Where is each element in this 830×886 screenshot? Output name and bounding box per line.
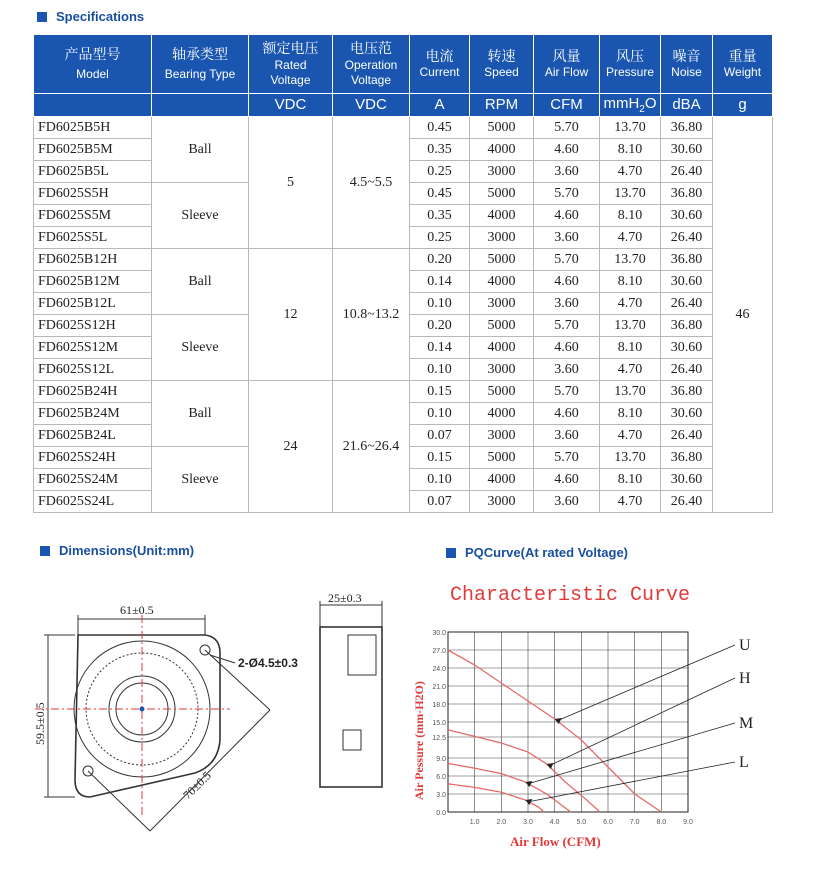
pressure-cell: 8.10 <box>600 337 661 359</box>
current-cell: 0.10 <box>410 469 470 491</box>
leader-arrow-h <box>547 763 554 769</box>
pressure-cell: 8.10 <box>600 205 661 227</box>
pressure-cell: 13.70 <box>600 381 661 403</box>
noise-cell: 30.60 <box>661 337 713 359</box>
flow-cell: 4.60 <box>534 205 600 227</box>
x-tick-label: 7.0 <box>629 819 640 826</box>
y-tick-label: 30.0 <box>432 630 446 637</box>
speed-cell: 5000 <box>470 117 534 139</box>
bearing-cell: Sleeve <box>152 183 249 249</box>
pressure-cell: 4.70 <box>600 293 661 315</box>
noise-cell: 30.60 <box>661 205 713 227</box>
y-tick-label: 21.0 <box>432 684 446 691</box>
speed-cell: 5000 <box>470 315 534 337</box>
plot-area <box>432 630 753 826</box>
fan-front-outline <box>75 635 220 797</box>
pressure-cell: 13.70 <box>600 117 661 139</box>
pq-curve-heading <box>446 545 628 560</box>
unit-current: A <box>410 94 470 117</box>
bearing-cell: Ball <box>152 381 249 447</box>
x-tick-label: 5.0 <box>576 819 587 826</box>
y-tick-label: 24.0 <box>432 666 446 673</box>
flow-cell: 3.60 <box>534 491 600 513</box>
model-cell: FD6025S12M <box>34 337 152 359</box>
current-cell: 0.14 <box>410 337 470 359</box>
noise-cell: 36.80 <box>661 315 713 337</box>
current-cell: 0.10 <box>410 293 470 315</box>
leader-arrow-l <box>525 799 532 805</box>
bullet-square-icon <box>446 548 456 558</box>
operation-voltage-cell: 10.8~13.2 <box>333 249 410 381</box>
pressure-cell: 13.70 <box>600 447 661 469</box>
model-cell: FD6025B5L <box>34 161 152 183</box>
header-speed: 转速 Speed <box>470 35 534 94</box>
pq-curve-chart <box>405 570 795 860</box>
x-tick-label: 1.0 <box>469 819 480 826</box>
dim-holes-label: 2-Ø4.5±0.3 <box>238 656 298 670</box>
y-tick-label: 9.0 <box>436 756 446 763</box>
current-cell: 0.45 <box>410 183 470 205</box>
series-line-l <box>448 784 544 812</box>
flow-cell: 5.70 <box>534 249 600 271</box>
model-cell: FD6025S24M <box>34 469 152 491</box>
dim-thickness-label: 25±0.3 <box>328 591 362 605</box>
rated-voltage-cell: 5 <box>249 117 333 249</box>
flow-cell: 5.70 <box>534 447 600 469</box>
chart-title: Characteristic Curve <box>450 584 691 607</box>
flow-cell: 3.60 <box>534 161 600 183</box>
pressure-cell: 13.70 <box>600 249 661 271</box>
noise-cell: 36.80 <box>661 183 713 205</box>
flow-cell: 5.70 <box>534 183 600 205</box>
current-cell: 0.14 <box>410 271 470 293</box>
speed-cell: 4000 <box>470 271 534 293</box>
model-cell: FD6025B5M <box>34 139 152 161</box>
bearing-cell: Ball <box>152 117 249 183</box>
speed-cell: 5000 <box>470 249 534 271</box>
flow-cell: 3.60 <box>534 359 600 381</box>
header-operation-voltage: 电压范 Operation Voltage <box>333 35 410 94</box>
pressure-cell: 8.10 <box>600 469 661 491</box>
header-pressure: 风压 Pressure <box>600 35 661 94</box>
rated-voltage-cell: 24 <box>249 381 333 513</box>
speed-cell: 5000 <box>470 447 534 469</box>
speed-cell: 5000 <box>470 183 534 205</box>
speed-cell: 3000 <box>470 491 534 513</box>
model-cell: FD6025S24L <box>34 491 152 513</box>
speed-cell: 4000 <box>470 205 534 227</box>
y-tick-label: 15.0 <box>432 720 446 727</box>
flow-cell: 4.60 <box>534 337 600 359</box>
model-cell: FD6025B24L <box>34 425 152 447</box>
flow-cell: 5.70 <box>534 381 600 403</box>
y-tick-label: 0.0 <box>436 810 446 817</box>
speed-cell: 4000 <box>470 469 534 491</box>
model-cell: FD6025S12H <box>34 315 152 337</box>
series-label-u: U <box>739 637 751 654</box>
noise-cell: 26.40 <box>661 161 713 183</box>
x-tick-label: 4.0 <box>549 819 560 826</box>
current-cell: 0.10 <box>410 403 470 425</box>
pressure-cell: 4.70 <box>600 161 661 183</box>
unit-air-flow: CFM <box>534 94 600 117</box>
header-weight: 重量 Weight <box>713 35 773 94</box>
speed-cell: 3000 <box>470 293 534 315</box>
noise-cell: 36.80 <box>661 447 713 469</box>
dim-diagonal-label: 70±0.5 <box>180 768 214 803</box>
model-cell: FD6025S12L <box>34 359 152 381</box>
fan-side-outline <box>320 627 382 787</box>
unit-pressure: mmH$_2$O <box>600 94 661 117</box>
pressure-cell: 4.70 <box>600 227 661 249</box>
bearing-cell: Sleeve <box>152 315 249 381</box>
pressure-cell: 13.70 <box>600 183 661 205</box>
specifications-heading <box>37 9 144 24</box>
leader-line-m <box>527 723 735 784</box>
speed-cell: 3000 <box>470 359 534 381</box>
units-row <box>34 94 773 117</box>
current-cell: 0.35 <box>410 139 470 161</box>
noise-cell: 26.40 <box>661 359 713 381</box>
noise-cell: 36.80 <box>661 381 713 403</box>
noise-cell: 30.60 <box>661 403 713 425</box>
x-tick-label: 9.0 <box>683 819 693 826</box>
pressure-cell: 4.70 <box>600 425 661 447</box>
flow-cell: 5.70 <box>534 315 600 337</box>
x-axis-label: Air Flow (CFM) <box>510 834 601 849</box>
noise-cell: 36.80 <box>661 249 713 271</box>
model-cell: FD6025B24H <box>34 381 152 403</box>
x-tick-label: 6.0 <box>603 819 613 826</box>
specifications-table <box>33 34 773 513</box>
model-cell: FD6025S24H <box>34 447 152 469</box>
current-cell: 0.25 <box>410 161 470 183</box>
y-tick-label: 12.5 <box>432 735 446 742</box>
operation-voltage-cell: 21.6~26.4 <box>333 381 410 513</box>
x-tick-label: 3.0 <box>523 819 533 826</box>
unit-rated-voltage: VDC <box>249 94 333 117</box>
rated-voltage-cell: 12 <box>249 249 333 381</box>
current-cell: 0.25 <box>410 227 470 249</box>
dimensions-heading <box>40 543 194 558</box>
model-cell: FD6025S5L <box>34 227 152 249</box>
y-axis-label: Air Pessure (mm-H2O) <box>412 681 426 800</box>
current-cell: 0.15 <box>410 447 470 469</box>
specifications-body <box>34 117 773 513</box>
model-cell: FD6025B12L <box>34 293 152 315</box>
bullet-square-icon <box>40 546 50 556</box>
pressure-cell: 8.10 <box>600 271 661 293</box>
pressure-cell: 8.10 <box>600 139 661 161</box>
speed-cell: 4000 <box>470 403 534 425</box>
x-tick-label: 2.0 <box>496 819 507 826</box>
unit-operation-voltage: VDC <box>333 94 410 117</box>
header-row <box>34 35 773 94</box>
current-cell: 0.10 <box>410 359 470 381</box>
header-air-flow: 风量 Air Flow <box>534 35 600 94</box>
header-current: 电流 Current <box>410 35 470 94</box>
unit-speed: RPM <box>470 94 534 117</box>
y-tick-label: 3.0 <box>436 792 446 799</box>
speed-cell: 3000 <box>470 425 534 447</box>
noise-cell: 26.40 <box>661 227 713 249</box>
noise-cell: 36.80 <box>661 117 713 139</box>
noise-cell: 26.40 <box>661 491 713 513</box>
flow-cell: 4.60 <box>534 403 600 425</box>
speed-cell: 4000 <box>470 337 534 359</box>
pressure-cell: 8.10 <box>600 403 661 425</box>
flow-cell: 3.60 <box>534 425 600 447</box>
flow-cell: 3.60 <box>534 293 600 315</box>
current-cell: 0.07 <box>410 425 470 447</box>
series-line-m <box>448 763 571 812</box>
dim-width-label: 61±0.5 <box>120 603 154 617</box>
current-cell: 0.20 <box>410 249 470 271</box>
current-cell: 0.15 <box>410 381 470 403</box>
speed-cell: 5000 <box>470 381 534 403</box>
pq-curve-title: PQCurve(At rated Voltage) <box>465 545 629 560</box>
series-label-l: L <box>739 754 749 771</box>
current-cell: 0.45 <box>410 117 470 139</box>
weight-cell: 46 <box>713 117 773 513</box>
table-row <box>34 249 773 271</box>
x-tick-label: 8.0 <box>656 819 667 826</box>
leader-line-l <box>527 762 735 802</box>
y-tick-label: 6.0 <box>436 774 446 781</box>
dimensions-drawing <box>30 575 405 865</box>
model-cell: FD6025B12H <box>34 249 152 271</box>
noise-cell: 30.60 <box>661 271 713 293</box>
y-tick-label: 27.0 <box>432 648 446 655</box>
current-cell: 0.35 <box>410 205 470 227</box>
flow-cell: 4.60 <box>534 271 600 293</box>
header-rated-voltage: 额定电压 Rated Voltage <box>249 35 333 94</box>
flow-cell: 5.70 <box>534 117 600 139</box>
model-cell: FD6025S5H <box>34 183 152 205</box>
dim-height-label: 59.5±0.5 <box>33 702 47 745</box>
header-model: 产品型号 Model <box>34 35 152 94</box>
y-tick-label: 18.0 <box>432 702 446 709</box>
bullet-square-icon <box>37 12 47 22</box>
speed-cell: 3000 <box>470 227 534 249</box>
current-cell: 0.20 <box>410 315 470 337</box>
header-noise: 噪音 Noise <box>661 35 713 94</box>
unit-weight: g <box>713 94 773 117</box>
model-cell: FD6025B5H <box>34 117 152 139</box>
bearing-cell: Ball <box>152 249 249 315</box>
pressure-cell: 13.70 <box>600 315 661 337</box>
unit-noise: dBA <box>661 94 713 117</box>
series-label-h: H <box>739 670 751 687</box>
dimensions-title: Dimensions(Unit:mm) <box>59 543 195 558</box>
series-label-m: M <box>739 715 754 732</box>
bearing-cell: Sleeve <box>152 447 249 513</box>
pressure-cell: 4.70 <box>600 491 661 513</box>
model-cell: FD6025B12M <box>34 271 152 293</box>
speed-cell: 3000 <box>470 161 534 183</box>
current-cell: 0.07 <box>410 491 470 513</box>
noise-cell: 26.40 <box>661 425 713 447</box>
noise-cell: 30.60 <box>661 469 713 491</box>
table-row <box>34 381 773 403</box>
speed-cell: 4000 <box>470 139 534 161</box>
leader-line-u <box>557 645 735 721</box>
noise-cell: 30.60 <box>661 139 713 161</box>
model-cell: FD6025B24M <box>34 403 152 425</box>
flow-cell: 4.60 <box>534 139 600 161</box>
model-cell: FD6025S5M <box>34 205 152 227</box>
operation-voltage-cell: 4.5~5.5 <box>333 117 410 249</box>
pressure-cell: 4.70 <box>600 359 661 381</box>
header-bearing: 轴承类型 Bearing Type <box>152 35 249 94</box>
table-row <box>34 117 773 139</box>
specifications-title: Specifications <box>56 9 145 24</box>
noise-cell: 26.40 <box>661 293 713 315</box>
flow-cell: 3.60 <box>534 227 600 249</box>
flow-cell: 4.60 <box>534 469 600 491</box>
